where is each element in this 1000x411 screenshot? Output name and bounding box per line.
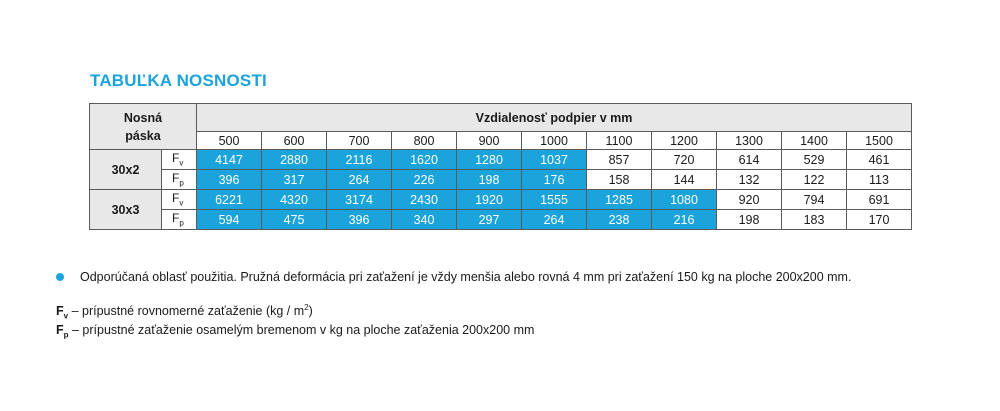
legend-fp-symbol: $F_p$ bbox=[56, 323, 69, 340]
blue-bullet-icon bbox=[56, 273, 64, 281]
row-symbol-fv: $F_v$ bbox=[162, 190, 197, 210]
value-cell: 216 bbox=[652, 210, 717, 230]
value-cell: 1037 bbox=[522, 150, 587, 170]
distance-header-1500: 1500 bbox=[847, 132, 912, 150]
value-cell: 2430 bbox=[392, 190, 457, 210]
value-cell: 226 bbox=[392, 170, 457, 190]
row-label-30x3: 30x3 bbox=[90, 190, 162, 230]
legend-fv-text: – prípustné rovnomerné zaťaženie (kg / m bbox=[68, 304, 305, 319]
distance-header-1300: 1300 bbox=[717, 132, 782, 150]
value-cell: 264 bbox=[522, 210, 587, 230]
value-cell: 264 bbox=[327, 170, 392, 190]
value-cell: 1555 bbox=[522, 190, 587, 210]
value-cell: 2116 bbox=[327, 150, 392, 170]
distance-header-1000: 1000 bbox=[522, 132, 587, 150]
table-row bbox=[90, 170, 912, 190]
load-capacity-table bbox=[89, 103, 912, 230]
value-cell: 594 bbox=[197, 210, 262, 230]
distance-header-700: 700 bbox=[327, 132, 392, 150]
value-cell: 238 bbox=[587, 210, 652, 230]
value-cell: 340 bbox=[392, 210, 457, 230]
legend-fp bbox=[56, 323, 534, 340]
table-row bbox=[90, 210, 912, 230]
value-cell: 720 bbox=[652, 150, 717, 170]
row-symbol-fp: $F_p$ bbox=[162, 210, 197, 230]
distance-header-600: 600 bbox=[262, 132, 327, 150]
distance-header-900: 900 bbox=[457, 132, 522, 150]
row-label-30x2: 30x2 bbox=[90, 150, 162, 190]
value-cell: 794 bbox=[782, 190, 847, 210]
row-symbol-fp: $F_p$ bbox=[162, 170, 197, 190]
value-cell: 198 bbox=[717, 210, 782, 230]
page-title: TABUĽKA NOSNOSTI bbox=[90, 71, 267, 90]
value-cell: 122 bbox=[782, 170, 847, 190]
header-support-distance: Vzdialenosť podpier v mm bbox=[197, 104, 912, 132]
value-cell: 1920 bbox=[457, 190, 522, 210]
value-cell: 198 bbox=[457, 170, 522, 190]
value-cell: 529 bbox=[782, 150, 847, 170]
value-cell: 475 bbox=[262, 210, 327, 230]
legend-fp-text: – prípustné zaťaženie osamelým bremenom v kg na ploche zaťaženia 200x200 mm bbox=[68, 323, 535, 337]
row-symbol-fv: $F_v$ bbox=[162, 150, 197, 170]
value-cell: 4320 bbox=[262, 190, 327, 210]
table-row bbox=[90, 190, 912, 210]
distance-header-1400: 1400 bbox=[782, 132, 847, 150]
value-cell: 6221 bbox=[197, 190, 262, 210]
value-cell: 3174 bbox=[327, 190, 392, 210]
value-cell: 4147 bbox=[197, 150, 262, 170]
value-cell: 1285 bbox=[587, 190, 652, 210]
distance-header-1200: 1200 bbox=[652, 132, 717, 150]
value-cell: 297 bbox=[457, 210, 522, 230]
value-cell: 691 bbox=[847, 190, 912, 210]
value-cell: 144 bbox=[652, 170, 717, 190]
value-cell: 132 bbox=[717, 170, 782, 190]
table-row bbox=[90, 150, 912, 170]
value-cell: 614 bbox=[717, 150, 782, 170]
value-cell: 176 bbox=[522, 170, 587, 190]
value-cell: 170 bbox=[847, 210, 912, 230]
legend-fv-symbol: $F_v$ bbox=[56, 304, 69, 321]
value-cell: 2880 bbox=[262, 150, 327, 170]
value-cell: 1080 bbox=[652, 190, 717, 210]
distance-header-1100: 1100 bbox=[587, 132, 652, 150]
distance-header-800: 800 bbox=[392, 132, 457, 150]
value-cell: 1620 bbox=[392, 150, 457, 170]
distance-header-500: 500 bbox=[197, 132, 262, 150]
value-cell: 1280 bbox=[457, 150, 522, 170]
value-cell: 461 bbox=[847, 150, 912, 170]
value-cell: 396 bbox=[327, 210, 392, 230]
value-cell: 158 bbox=[587, 170, 652, 190]
value-cell: 396 bbox=[197, 170, 262, 190]
header-nosna-paska: Nosná páska bbox=[90, 104, 197, 150]
value-cell: 183 bbox=[782, 210, 847, 230]
value-cell: 857 bbox=[587, 150, 652, 170]
legend-fv: $F_v$ – prípustné rovnomerné zaťaženie $(kg / m^2)$ bbox=[56, 303, 313, 321]
value-cell: 317 bbox=[262, 170, 327, 190]
value-cell: 920 bbox=[717, 190, 782, 210]
value-cell: 113 bbox=[847, 170, 912, 190]
note-text: Odporúčaná oblasť použitia. Pružná deformácia pri zaťažení je vždy menšia alebo rovná 4 mm pri zaťažení 150 kg na ploche 200x200 mm. bbox=[80, 270, 852, 284]
